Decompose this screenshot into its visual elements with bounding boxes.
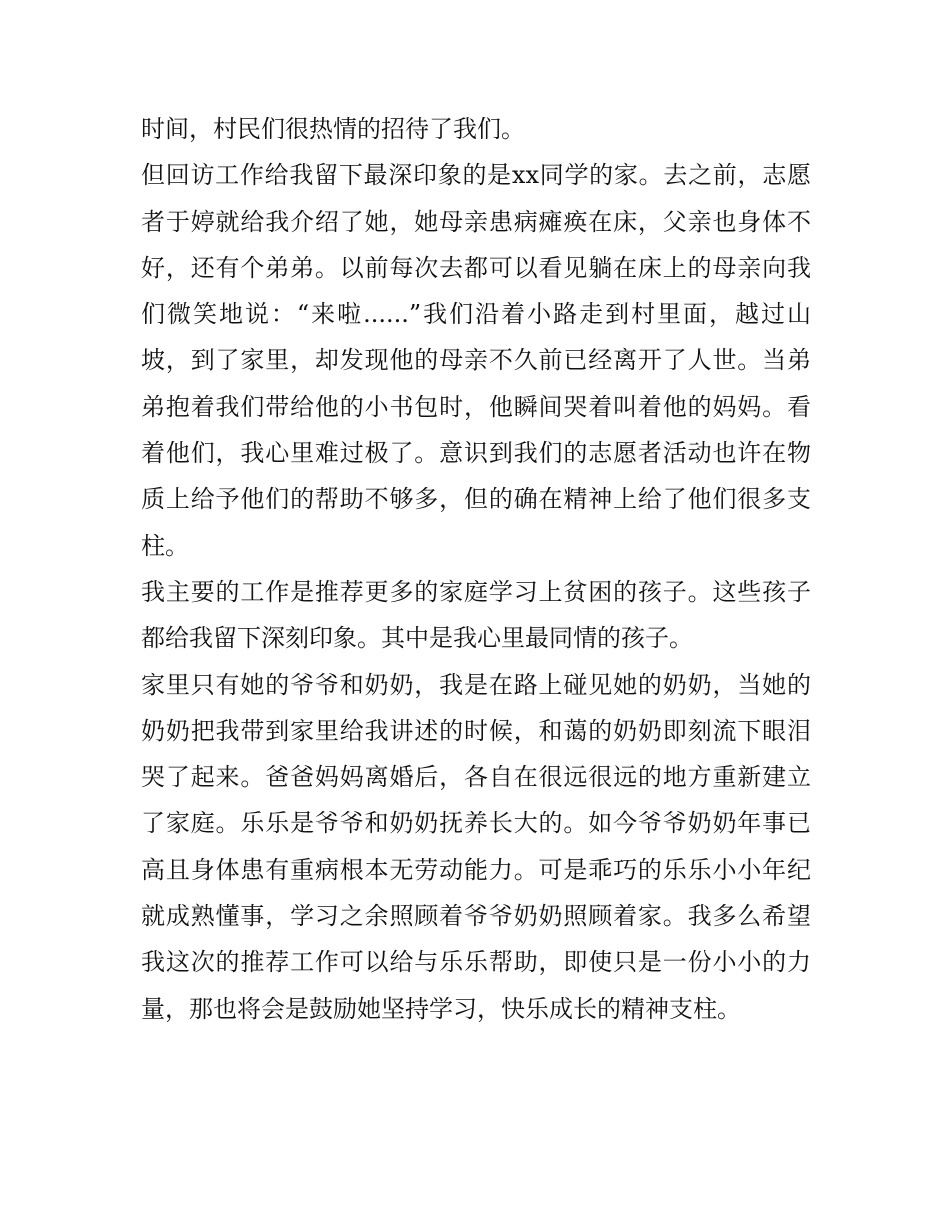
paragraph-2: 但回访工作给我留下最深印象的是xx同学的家。去之前，志愿者于婷就给我介绍了她，她母亲患病瘫痪在床，父亲也身体不好，还有个弟弟。以前每次去都可以看见躺在床上的母亲向我们微笑地说：“来啦......”我们沿着小路走到村里面，越过山坡，到了家里，却发现他的母亲不久前已经离开了人世。当弟弟抱着我们带给他的小书包时，他瞬间哭着叫着他的妈妈。看着他们，我心里难过极了。意识到我们的志愿者活动也许在物质上给予他们的帮助不够多，但的确在精神上给了他们很多支柱。 bbox=[141, 161, 811, 560]
paragraph-4: 家里只有她的爷爷和奶奶，我是在路上碰见她的奶奶，当她的奶奶把我带到家里给我讲述的时候，和蔼的奶奶即刻流下眼泪哭了起来。爸爸妈妈离婚后，各自在很远很远的地方重新建立了家庭。乐乐是爷爷和奶奶抚养长大的。如今爷爷奶奶年事已高且身体患有重病根本无劳动能力。可是乖巧的乐乐小小年纪就成熟懂事，学习之余照顾着爷爷奶奶照顾着家。我多么希望我这次的推荐工作可以给与乐乐帮助，即使只是一份小小的力量，那也将会是鼓励她坚持学习，快乐成长的精神支柱。 bbox=[141, 670, 811, 1023]
paragraph-3: 我主要的工作是推荐更多的家庭学习上贫困的孩子。这些孩子都给我留下深刻印象。其中是我心里最同情的孩子。 bbox=[141, 577, 811, 653]
document-body bbox=[141, 106, 811, 1032]
paragraph-1: 时间，村民们很热情的招待了我们。 bbox=[141, 115, 525, 143]
